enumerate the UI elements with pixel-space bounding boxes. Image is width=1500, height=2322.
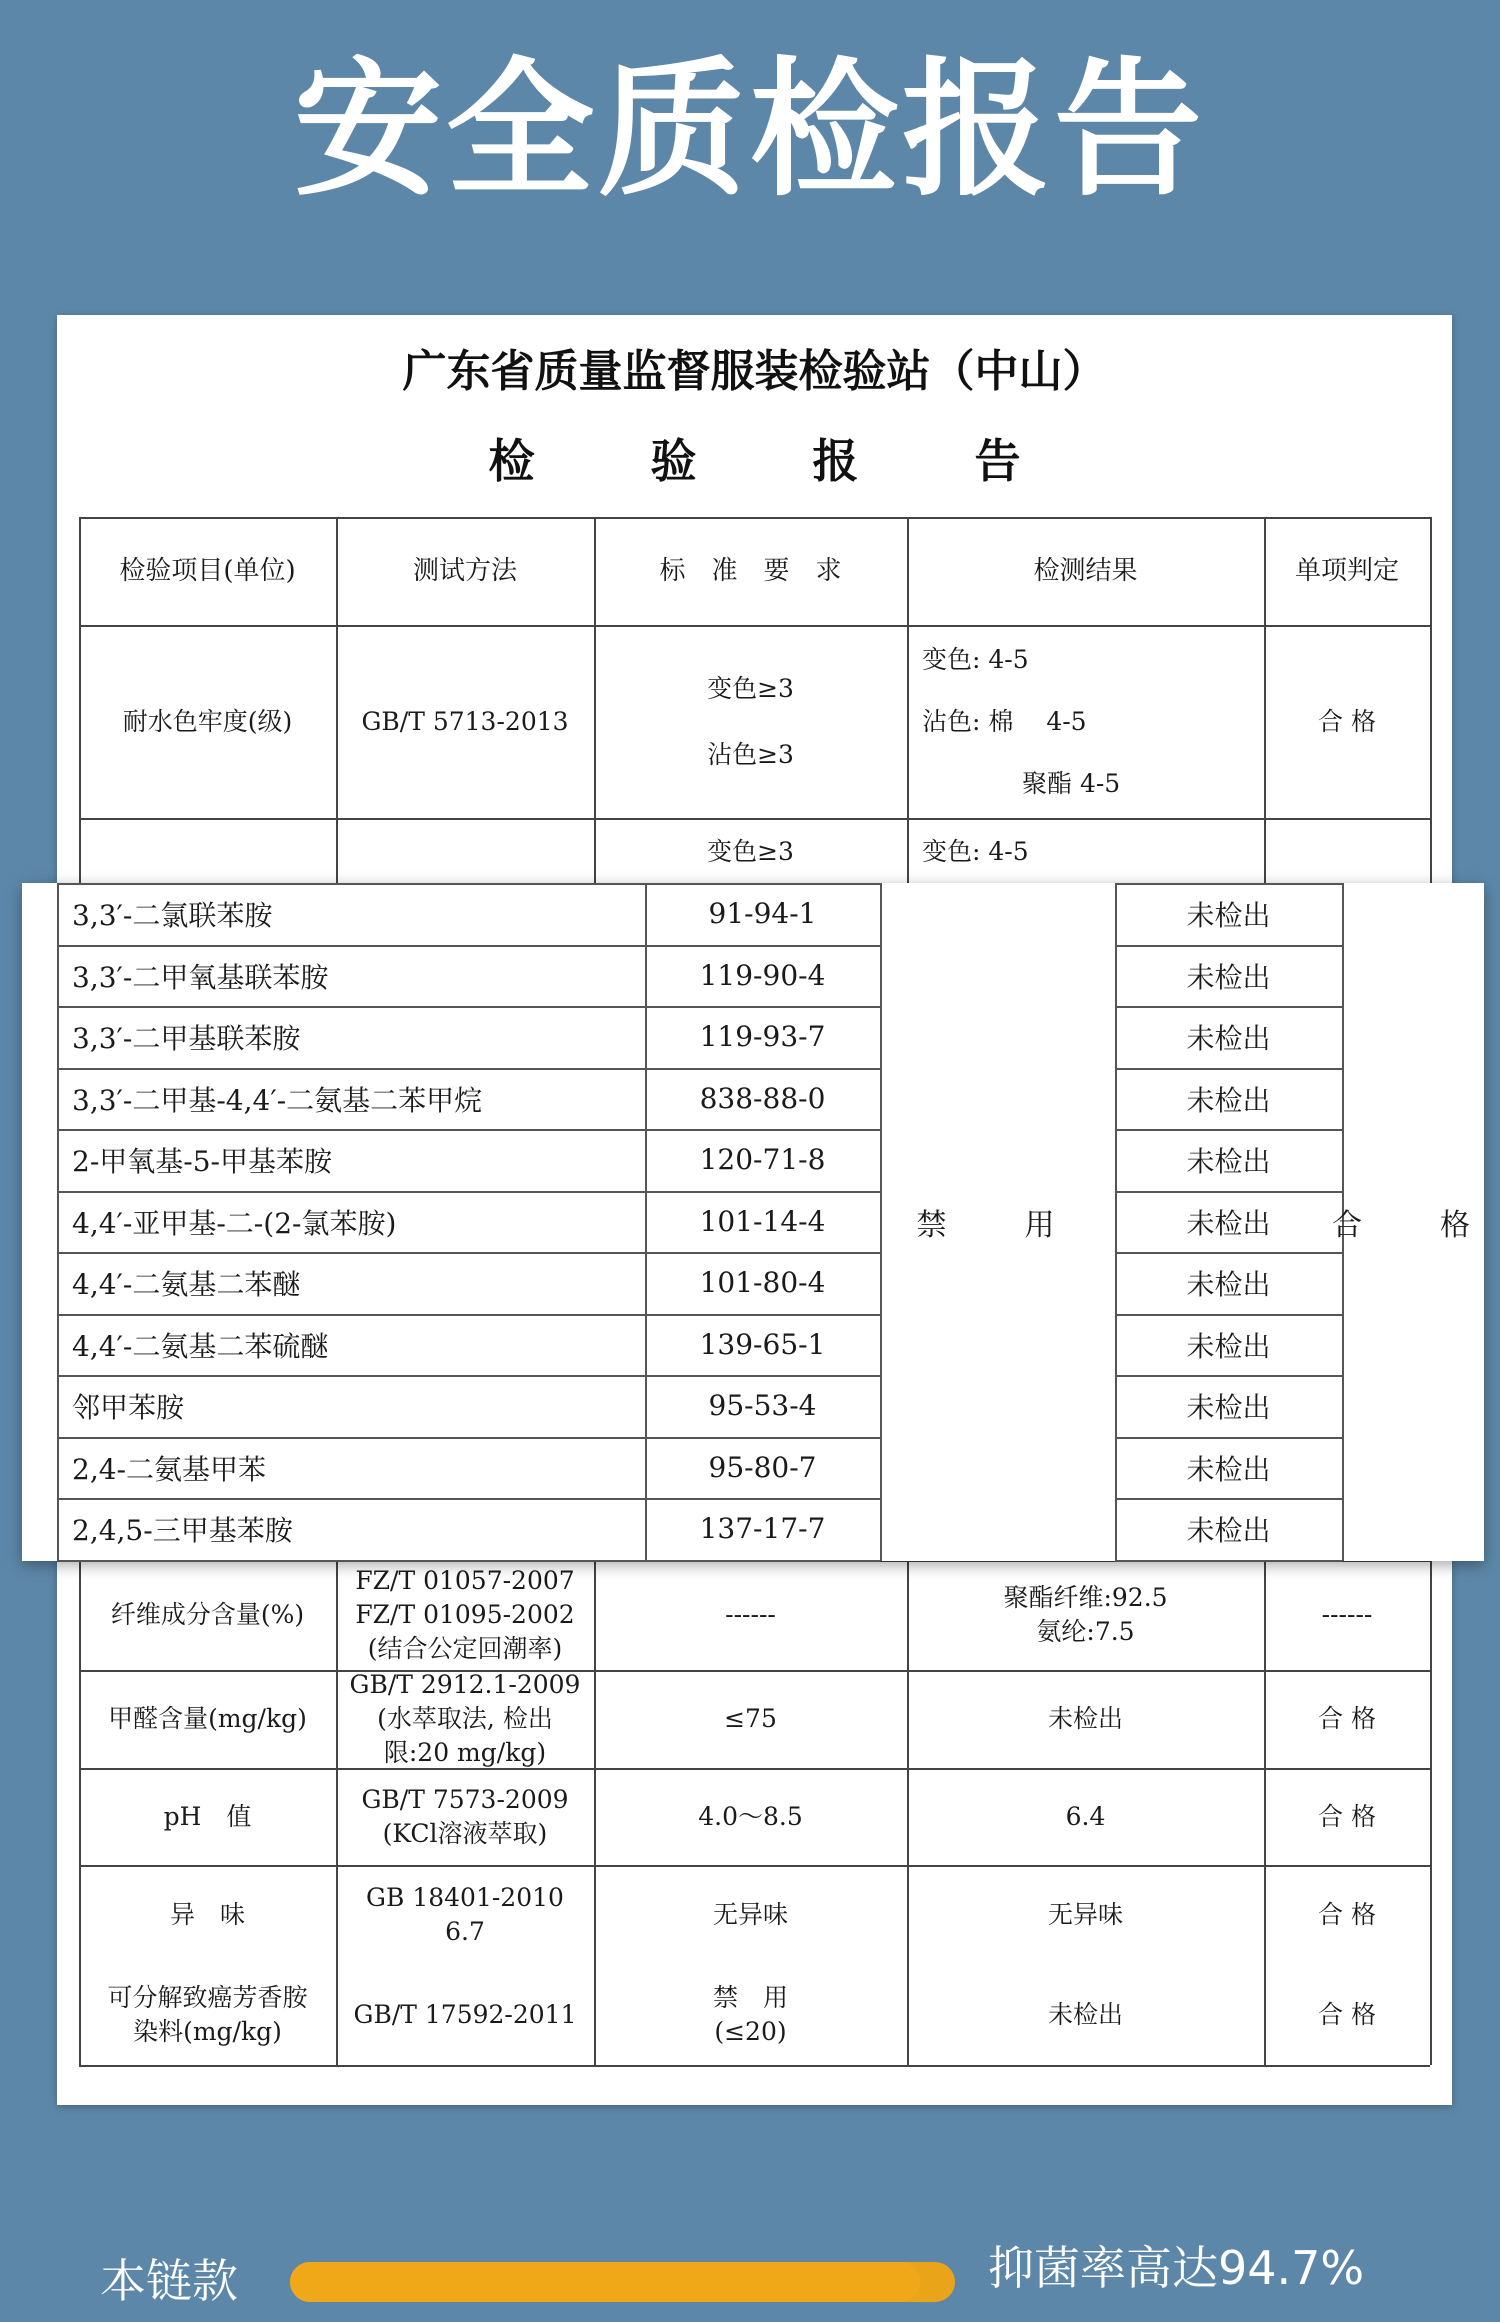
cell-text: 变色: 4-5 [922, 644, 1029, 674]
cell-text: 变色≥3 [707, 673, 794, 703]
row-verdict [1264, 1560, 1430, 1670]
cell-text: 氨纶:7.5 [1036, 1617, 1135, 1646]
cell-text: 合 格 [1318, 1801, 1376, 1831]
amine-result: 未检出 [1186, 1267, 1271, 1301]
amine-cas: 120-71-8 [699, 1143, 826, 1177]
amine-cas: 101-80-4 [699, 1266, 826, 1300]
cell-text: (水萃取法, 检出 [377, 1704, 553, 1733]
amine-name: 3,3′-二甲基-4,4′-二氨基二苯甲烷 [72, 1083, 483, 1117]
row-result [907, 1965, 1264, 2065]
row-verdict [1264, 625, 1430, 818]
row-verdict [1264, 1965, 1430, 2065]
cell-text: FZ/T 01095-2002 [355, 1600, 575, 1629]
row-result [907, 1865, 1264, 1965]
amine-cas: 137-17-7 [699, 1512, 826, 1546]
amine-cas: 91-94-1 [708, 897, 817, 931]
cell-text: 无异味 [712, 1900, 788, 1929]
amine-name: 3,3′-二甲氧基联苯胺 [72, 960, 329, 994]
row-method [336, 1865, 594, 1965]
cell-text: (≤20) [714, 2017, 787, 2046]
cell-text: 沾色: 棉 4-5 [922, 706, 1087, 736]
amine-table [22, 883, 1494, 1561]
cell-text: GB/T 5713-2013 [361, 706, 569, 736]
amine-result: 未检出 [1186, 1513, 1271, 1547]
cell-text: 聚酯纤维:92.5 [1003, 1583, 1168, 1612]
cell-text: 合 格 [1318, 2000, 1376, 2029]
cell-text: 6.4 [1065, 1801, 1106, 1831]
cell-text: FZ/T 01057-2007 [355, 1566, 575, 1595]
row-method [336, 1768, 594, 1865]
amine-cas: 101-14-4 [699, 1205, 826, 1239]
row-standard [594, 1865, 907, 1965]
amine-result: 未检出 [1186, 1452, 1271, 1486]
cell-text: 合 格 [1318, 1900, 1376, 1929]
table-header-1 [336, 517, 594, 625]
table-gridline [1430, 1560, 1432, 2065]
row-item [79, 1560, 336, 1670]
table-header-4 [1264, 517, 1430, 625]
row-result [907, 1768, 1264, 1865]
row-standard [594, 1768, 907, 1865]
amine-name: 邻甲苯胺 [72, 1390, 185, 1424]
cell-text: GB/T 7573-2009 [361, 1784, 569, 1814]
row-verdict [1264, 1670, 1430, 1768]
cell-text: GB 18401-2010 [366, 1883, 564, 1912]
cell-text: (结合公定回潮率) [367, 1634, 563, 1663]
cell-text: 限:20 mg/kg) [383, 1738, 547, 1767]
cell-text: GB/T 2912.1-2009 [349, 1670, 581, 1699]
banner-title: 安全质检报告 [294, 44, 1206, 216]
table-header-2 [594, 517, 907, 625]
row-standard [594, 818, 907, 885]
row-method [336, 625, 594, 818]
amine-name: 3,3′-二甲基联苯胺 [72, 1021, 301, 1055]
amine-result: 未检出 [1186, 960, 1271, 994]
row-item [79, 1670, 336, 1768]
row-result [907, 1560, 1264, 1670]
amine-cas: 95-53-4 [708, 1389, 817, 1423]
cell-text: 染料(mg/kg) [133, 2017, 282, 2046]
cell-text: 可分解致癌芳香胺 [107, 1983, 308, 2012]
amine-result: 未检出 [1186, 1021, 1271, 1055]
amine-requirement: 禁 用 [916, 1208, 1079, 1243]
cell-text: 纤维成分含量(%) [110, 1600, 305, 1629]
cell-text: 4.0～8.5 [698, 1801, 803, 1831]
cell-text: 变色: 4-5 [922, 836, 1029, 866]
cell-text: ≤75 [724, 1704, 777, 1733]
amine-name: 2-甲氧基-5-甲基苯胺 [72, 1144, 333, 1178]
cell-text: 未检出 [1047, 1704, 1123, 1733]
amine-result: 未检出 [1186, 1144, 1271, 1178]
row-result [907, 1670, 1264, 1768]
amine-cas: 95-80-7 [708, 1451, 817, 1485]
row-method [336, 1670, 594, 1768]
report-title: 检 验 报 告 [488, 434, 1071, 488]
amine-cas: 119-90-4 [699, 959, 826, 993]
cell-text: 未检出 [1047, 2000, 1123, 2029]
row-standard [594, 1670, 907, 1768]
cell-text: 无异味 [1047, 1900, 1123, 1929]
row-verdict [1264, 1768, 1430, 1865]
bottom-left-label: 本链款 [100, 2254, 238, 2308]
progress-bar [290, 2262, 955, 2302]
amine-name: 4,4′-亚甲基-二-(2-氯苯胺) [72, 1206, 397, 1240]
table-header-3 [907, 517, 1264, 625]
row-item [79, 1865, 336, 1965]
row-standard [594, 1560, 907, 1670]
table-header-0 [79, 517, 336, 625]
cell-text: 异 味 [169, 1900, 245, 1929]
cell-text: ------ [725, 1600, 776, 1629]
row-result [907, 625, 1264, 818]
row-item [79, 625, 336, 818]
cell-text: 合 格 [1318, 706, 1376, 736]
row-verdict [1264, 1865, 1430, 1965]
row-method [336, 1560, 594, 1670]
amine-cas: 838-88-0 [699, 1082, 826, 1116]
cell-text: (KCl溶液萃取) [382, 1818, 548, 1848]
bottom-right-label: 抑菌率高达94.7% [988, 2241, 1365, 2295]
cell-text: 单项判定 [1294, 556, 1399, 586]
cell-text: GB/T 17592-2011 [353, 2000, 577, 2029]
table-gridline [57, 1560, 880, 1562]
table-gridline [1115, 1560, 1342, 1562]
row-item [79, 1965, 336, 2065]
cell-text: 6.7 [445, 1917, 485, 1946]
amine-name: 4,4′-二氨基二苯醚 [72, 1267, 301, 1301]
cell-text: ------ [1321, 1600, 1373, 1629]
row-standard [594, 1965, 907, 2065]
cell-text: 测试方法 [412, 556, 517, 586]
row-method [336, 1965, 594, 2065]
cell-text: 检测结果 [1033, 556, 1138, 586]
cell-text: 聚酯 4-5 [1022, 768, 1121, 798]
amine-name: 2,4,5-三甲基苯胺 [72, 1513, 293, 1547]
org-title: 广东省质量监督服装检验站（中山） [402, 346, 1107, 397]
amine-cas: 119-93-7 [699, 1020, 826, 1054]
cell-text: 合 格 [1318, 1704, 1376, 1733]
cell-text: 甲醛含量(mg/kg) [108, 1704, 307, 1733]
progress-fill [290, 2262, 920, 2302]
row-standard [594, 625, 907, 818]
table-gridline [1430, 517, 1432, 885]
amine-name: 2,4-二氨基甲苯 [72, 1452, 266, 1486]
amine-result: 未检出 [1186, 898, 1271, 932]
cell-text: 沾色≥3 [707, 739, 794, 769]
table-gridline [79, 2065, 1430, 2067]
row-item [79, 1768, 336, 1865]
cell-text: 变色≥3 [707, 836, 794, 866]
amine-result: 未检出 [1186, 1206, 1271, 1240]
amine-cas: 139-65-1 [699, 1328, 826, 1362]
cell-text: 禁 用 [712, 1983, 788, 2012]
cell-text: pH 值 [163, 1801, 252, 1831]
cell-text: 检验项目(单位) [119, 556, 296, 586]
amine-result: 未检出 [1186, 1083, 1271, 1117]
amine-name: 3,3′-二氯联苯胺 [72, 898, 273, 932]
amine-verdict: 合 格 [1332, 1208, 1494, 1243]
cell-text: 耐水色牢度(级) [122, 706, 293, 736]
amine-result: 未检出 [1186, 1329, 1271, 1363]
row-result [907, 818, 1264, 885]
amine-result: 未检出 [1186, 1390, 1271, 1424]
amine-name: 4,4′-二氨基二苯硫醚 [72, 1329, 329, 1363]
cell-text: 标 准 要 求 [659, 556, 842, 586]
